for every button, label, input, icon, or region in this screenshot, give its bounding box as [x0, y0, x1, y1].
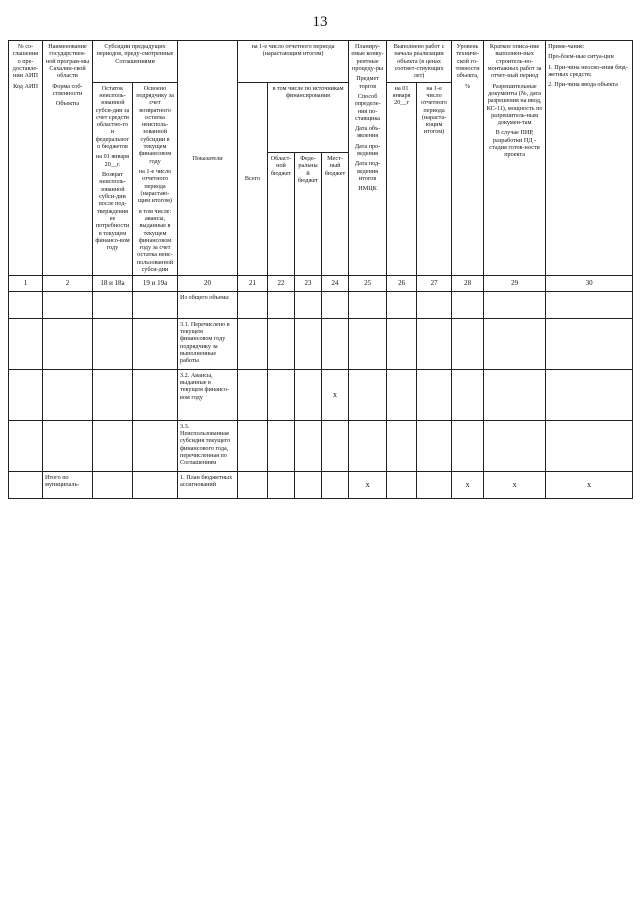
cross-mark: x — [484, 471, 546, 498]
indicators-header: Показатели — [178, 41, 238, 276]
col26-header: на 01 января 20__г — [387, 82, 417, 276]
table-row — [9, 318, 633, 369]
row-label: Из общего объема: — [178, 291, 238, 318]
federal-budget-header: Феде-ральный бюджет — [295, 153, 322, 276]
works-group-header: Выполнено работ с начала реализации объекта (в ценах соответ-ствующих лет) — [387, 41, 452, 83]
cross-mark: x — [452, 471, 484, 498]
row-label: 3.2. Авансы, выданные в текущем финансо-вом году — [178, 369, 238, 420]
page-number: 13 — [312, 14, 328, 30]
col28-header: Уровень техниче-ской го-товности объекта, % — [452, 41, 484, 276]
table-row-total — [9, 471, 633, 498]
row-label: Итого по муниципаль- — [43, 471, 93, 498]
subsidy-group-header: Субсидии предыдущих периодов, преду-смотренные Соглашениями — [93, 41, 178, 83]
cross-mark: x — [349, 471, 387, 498]
total-header: Всего — [238, 82, 268, 276]
table-row — [9, 420, 633, 471]
table-row — [9, 369, 633, 420]
cross-mark: x — [546, 471, 633, 498]
row-label: 3.3. Неиспользованная субсидия текущего финансового года, перечисленная по Соглашениям — [178, 420, 238, 471]
period-group-header: на 1-е число отчетного периода (нарастающим итогом) — [238, 41, 349, 83]
col18-header: Остаток неисполь-зованной субси-дии за счет средств областно-го и федерального бюджетов на 01 января 20__г. Возврат неисполь-зованной субси-дии после под-тверждения ее потребности в текущем финансо-вом году — [93, 82, 133, 276]
row-label: 3.1. Перечислено в текущем финансовом году подрядчику за выполненные работы — [178, 318, 238, 369]
col27-header: на 1-е число отчетного периода (нараста-ющим итогом) — [417, 82, 452, 276]
table-row — [9, 291, 633, 318]
col29-header: Краткое описа-ние выполнен-ных строитель-но-монтажных работ за отчет-ный период Разрешительные документы (№, дата разрешения на ввод, КС-11), мощность по разрешитель-ным докумен-там В случае ПИР, разработки ПД - стадия готов-ности проекта — [484, 41, 546, 276]
table-container — [8, 40, 632, 499]
row-label: 1. План бюджетных ассигнований — [178, 471, 238, 498]
header-row-1 — [9, 41, 633, 83]
regional-budget-header: Област-ной бюджет — [268, 153, 295, 276]
report-table — [8, 40, 633, 499]
local-budget-header: Мест-ный бюджет — [322, 153, 349, 276]
col1-header: № со-глашения о пре-доставле-нии АИП Код АИП — [9, 41, 43, 276]
col2-header: Наименование государствен-ной програм-мы Сахалин-ской области Форма соб-ственности Объекты — [43, 41, 93, 276]
col30-header: Приме-чание: Про-блем-ные ситуа-ции 1. При-чина неосво-ения бюд-жетных средств; 2. При-чина ввода объекта — [546, 41, 633, 276]
col25-header: Планиру-емые конку-рентные процеду-ры Предмет торгов Способ определе-ния по-ставщика Дата объ-явления Дата про-ведения Дата под-ведения итогов НМЦК — [349, 41, 387, 276]
cross-mark: x — [322, 369, 349, 420]
column-number-row: 1 2 18 и 18а 19 и 19а 20 21 22 23 24 25 26 27 28 29 30 — [9, 276, 633, 291]
col19-header: Освоено подрядчику за счет возвратного остатка неисполь-зованной субсидии в текущем финансовом году на 1-е число отчетного периода (нарастаю-щим итогом) в том числе: авансы, выданные в текущем финансовом году за счет остатка неис-пользованной субси-дии — [133, 82, 178, 276]
sources-header: в том числе по источникам финансирования — [268, 82, 349, 153]
